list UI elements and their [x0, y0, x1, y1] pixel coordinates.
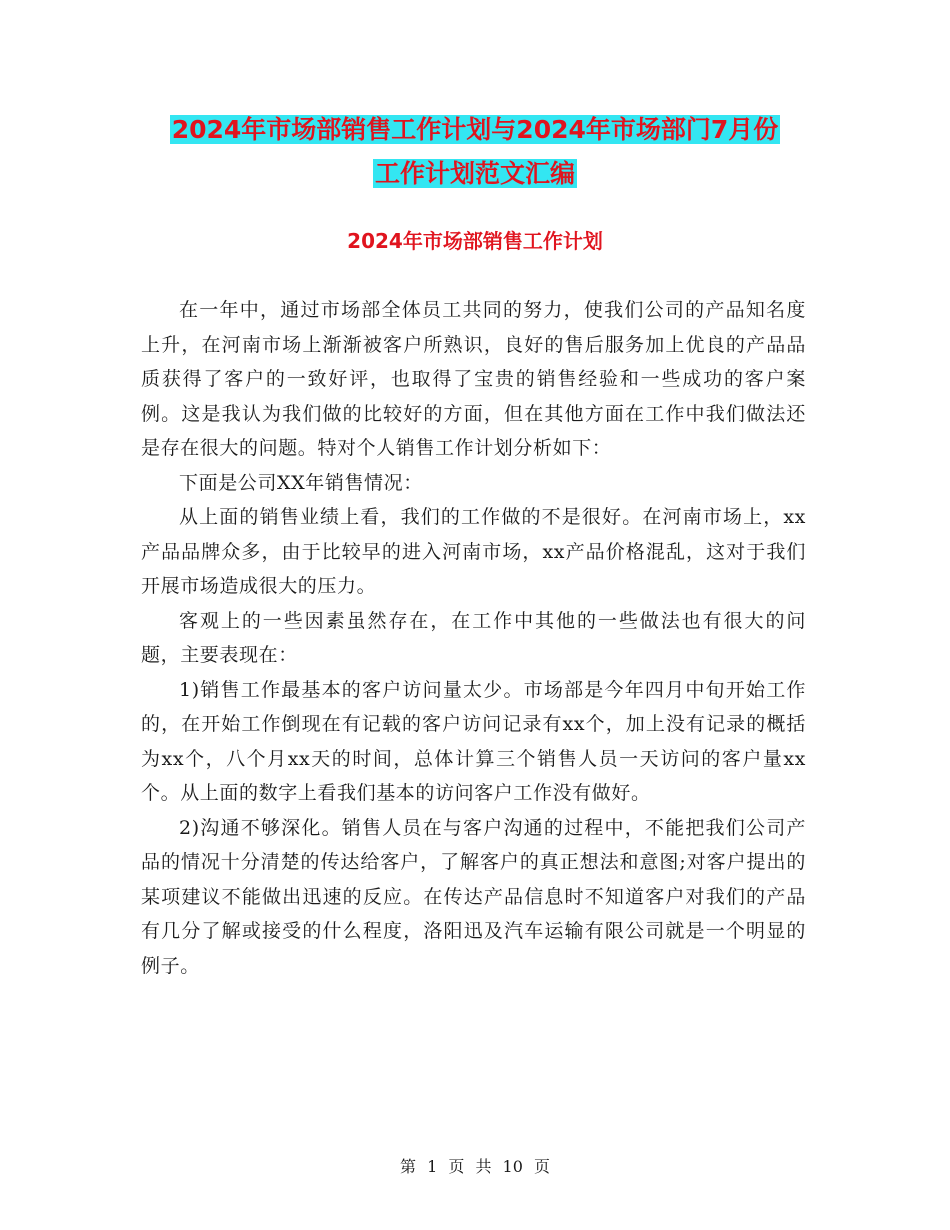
paragraph: 下面是公司XX年销售情况： — [179, 471, 423, 494]
document-title-line-2 — [0, 158, 950, 190]
paragraph: 2)沟通不够深化。销售人员在与客户沟通的过程中，不能把我们公司产品的情况十分清楚的传达给客户，了解客户的真正想法和意图;对客户提出的某项建议不能做出迅速的反应。在传达产品信息时不知道客户对我们的产品有几分了解或接受的什么程度，洛阳迅及汽车运输有限公司就是一个明显的例子。 — [141, 816, 806, 977]
paragraph: 客观上的一些因素虽然存在，在工作中其他的一些做法也有很大的问题，主要表现在： — [141, 609, 806, 666]
page-footer: 第 1 页 共 10 页 — [400, 1157, 550, 1176]
paragraph: 1)销售工作最基本的客户访问量太少。市场部是今年四月中旬开始工作的，在开始工作倒现在有记载的客户访问记录有xx个，加上没有记录的概括为xx个，八个月xx天的时间，总体计算三个销售人员一天访问的客户量xx个。从上面的数字上看我们基本的访问客户工作没有做好。 — [141, 678, 806, 804]
paragraph: 在一年中，通过市场部全体员工共同的努力，使我们公司的产品知名度上升，在河南市场上渐渐被客户所熟识，良好的售后服务加上优良的产品品质获得了客户的一致好评，也取得了宝贵的销售经验和一些成功的客户案例。这是我认为我们做的比较好的方面，但在其他方面在工作中我们做法还是存在很大的问题。特对个人销售工作计划分析如下： — [141, 299, 806, 459]
document-body — [141, 293, 806, 983]
document-title-text-2: 工作计划范文汇编 — [374, 159, 575, 188]
section-title: 2024年市场部销售工作计划 — [347, 229, 603, 253]
document-title-line-1 — [0, 114, 950, 146]
paragraph: 从上面的销售业绩上看，我们的工作做的不是很好。在河南市场上，xx产品品牌众多，由于比较早的进入河南市场，xx产品价格混乱，这对于我们开展市场造成很大的压力。 — [141, 506, 806, 597]
document-title-text-1: 2024年市场部销售工作计划与2024年市场部门7月份 — [171, 115, 779, 144]
